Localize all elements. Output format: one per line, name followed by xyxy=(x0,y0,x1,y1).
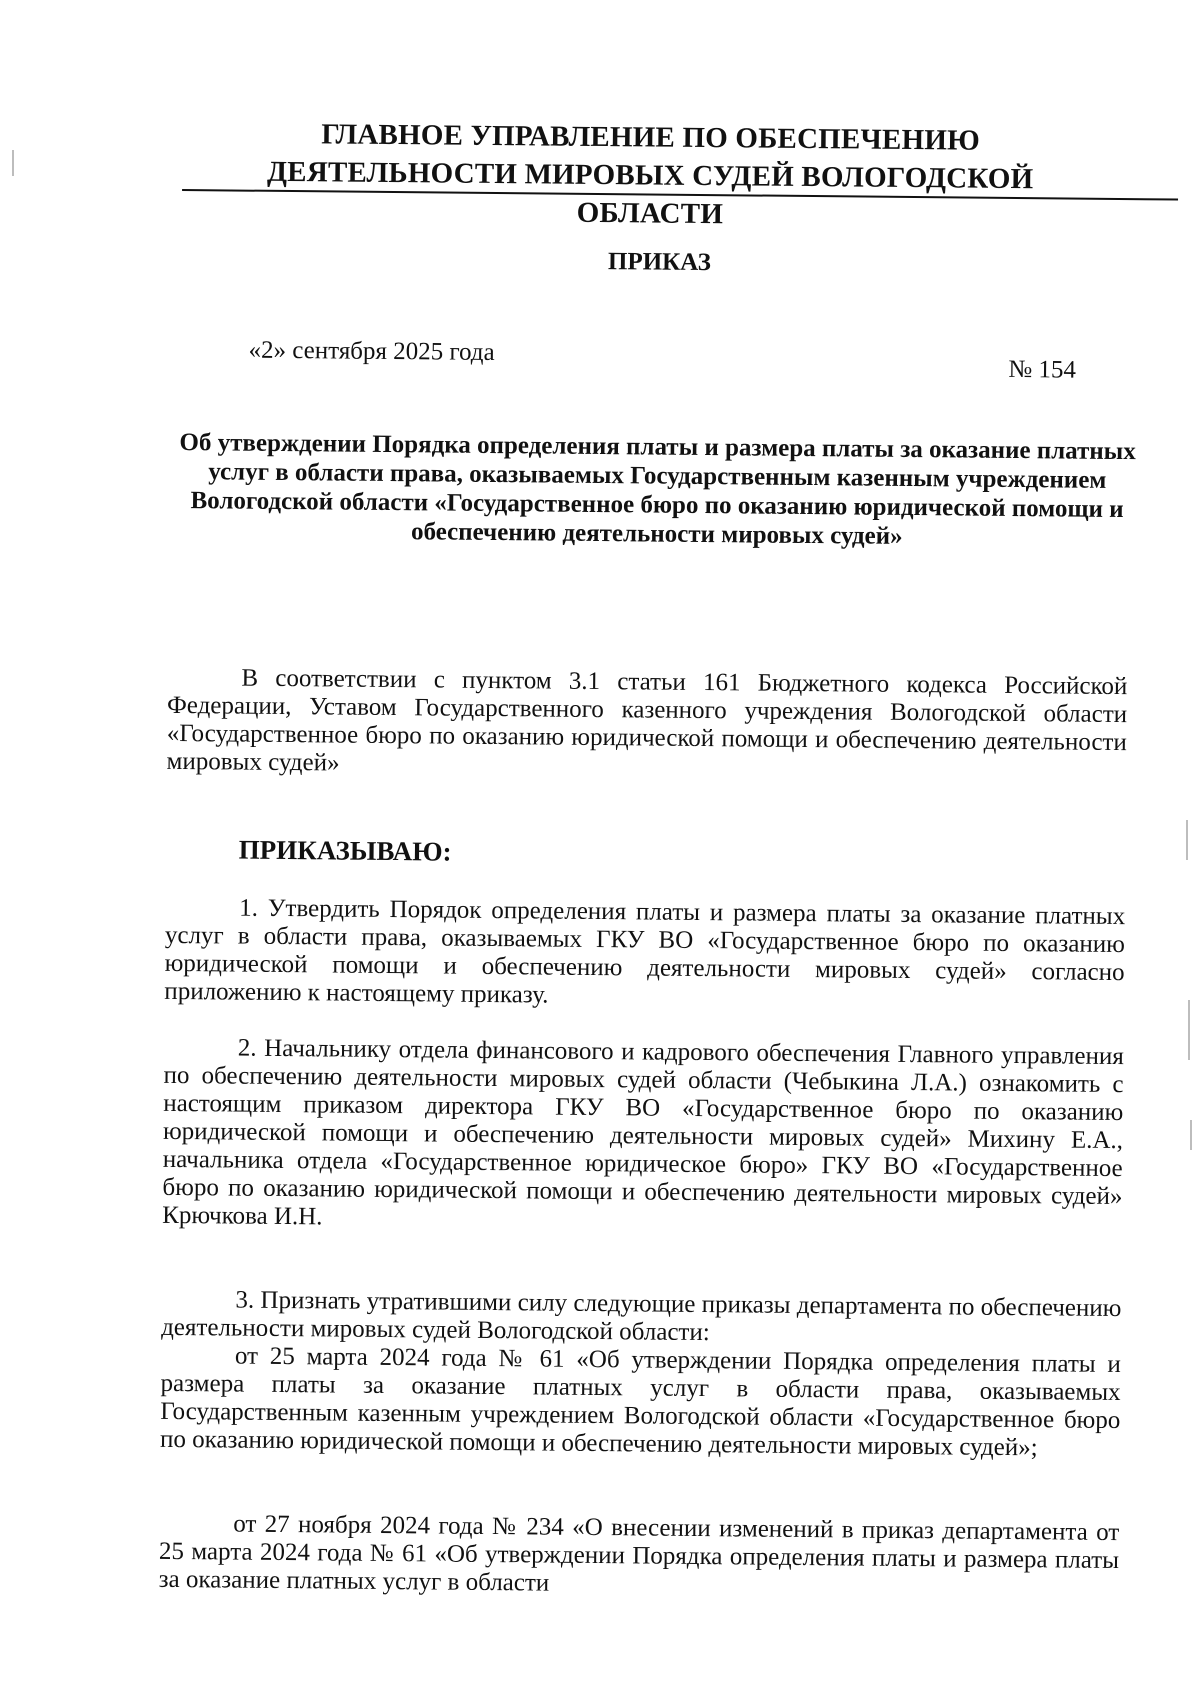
scan-artifact xyxy=(1188,1000,1190,1060)
organization-header xyxy=(190,114,1111,237)
header-line-1: ГЛАВНОЕ УПРАВЛЕНИЕ ПО ОБЕСПЕЧЕНИЮ xyxy=(321,118,981,157)
order-date: «2» сентября 2025 года xyxy=(248,336,495,366)
scan-artifact xyxy=(1186,820,1188,860)
order-item-1: 1. Утвердить Порядок определения платы и размера платы за оказание платных услуг в области права, оказываемых ГКУ ВО «Государственное бюро по оказанию юридической помощи и обеспечению деятельности мировых судей» согласно приложению к настоящему приказу. xyxy=(164,894,1126,1009)
document-type: ПРИКАЗ xyxy=(607,248,711,277)
repealed-order-2: от 27 ноября 2024 года № 234 «О внесении изменений в приказ департамента от 25 марта 2024 года № 61 «Об утверждении Порядка определения платы и размера платы за оказание платных услуг в области xyxy=(158,1510,1120,1597)
order-title: Об утверждении Порядка определения платы и размера платы за оказание платных услуг в области права, оказываемых Государственным казенным учреждением Вологодской области «Государственное бюро по оказанию юридической помощи и обеспечению деятельности мировых судей» xyxy=(179,428,1136,550)
scan-artifact xyxy=(12,150,14,176)
scan-artifact xyxy=(1190,1120,1192,1150)
order-heading: ПРИКАЗЫВАЮ: xyxy=(238,834,452,867)
preamble: В соответствии с пунктом 3.1 статьи 161 Бюджетного кодекса Российской Федерации, Уставом Государственного казенного учреждения Вологодской области «Государственное бюро по оказанию юридической помощи и обеспечению деятельности мировых судей» xyxy=(166,664,1128,777)
header-line-2: ДЕЯТЕЛЬНОСТИ МИРОВЫХ СУДЕЙ ВОЛОГОДСКОЙ ОБЛАСТИ xyxy=(266,155,1034,231)
order-item-2: 2. Начальнику отдела финансового и кадрового обеспечения Главного управления по обеспечению деятельности мировых судей области (Чебыкина Л.А.) ознакомить с настоящим приказом директора ГКУ ВО «Государственное бюро по оказанию юридической помощи и обеспечению деятельности мировых судей» Михину Е.А., начальника отдела «Государственное юридическое бюро» ГКУ ВО «Государственное бюро по оказанию юридической помощи и обеспечению деятельности мировых судей» Крючкова И.Н. xyxy=(162,1034,1124,1231)
order-item-3: 3. Признать утратившими силу следующие приказы департамента по обеспечению деятельности мировых судей Вологодской области: xyxy=(161,1286,1122,1347)
repealed-order-1: от 25 марта 2024 года № 61 «Об утверждении Порядка определения платы и размера платы за оказание платных услуг в области права, оказываемых Государственным казенным учреждением Вологодской области «Государственное бюро по оказанию юридической помощи и обеспечению деятельности мировых судей»; xyxy=(159,1342,1121,1462)
order-number: № 154 xyxy=(1008,355,1077,384)
